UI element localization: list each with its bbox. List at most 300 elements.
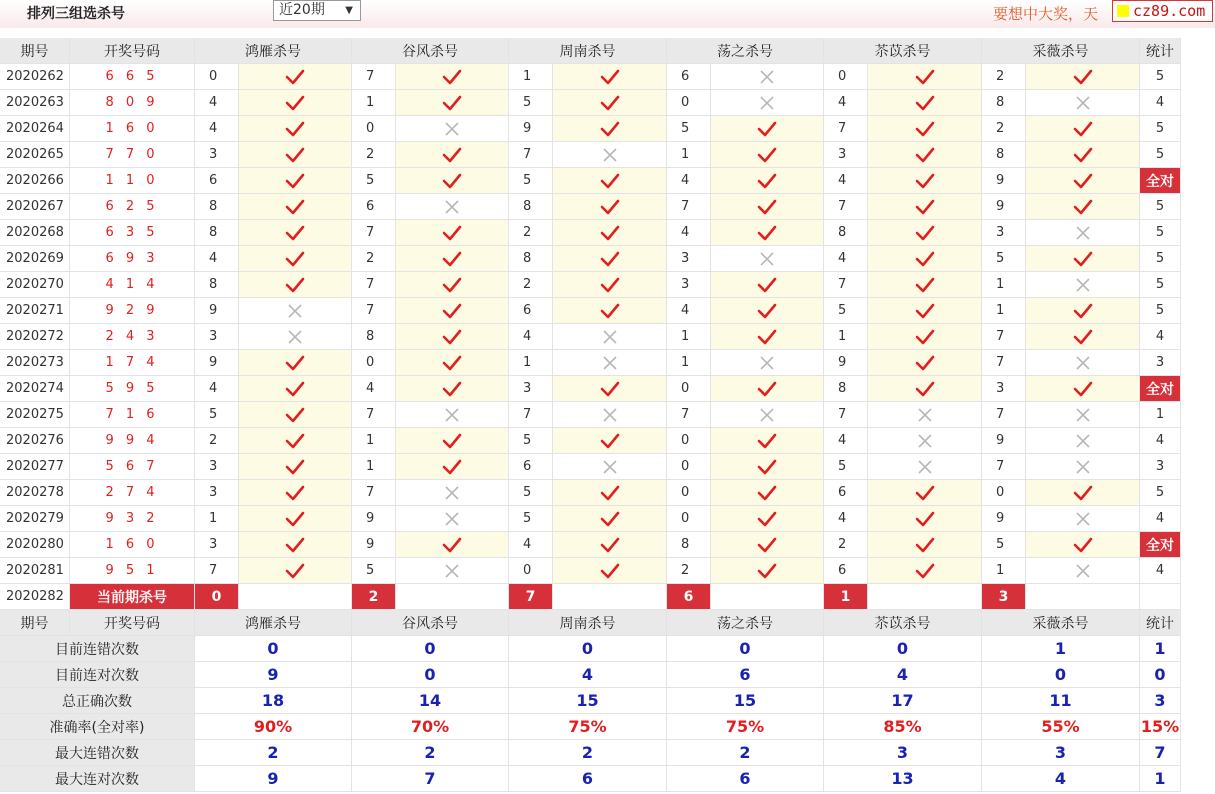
kill-number: 8 [667, 532, 711, 558]
result-wrong [1026, 90, 1140, 116]
kill-number: 6 [667, 64, 711, 90]
row-issue: 2020276 [0, 428, 70, 454]
kill-number: 0 [824, 64, 868, 90]
row-stat: 5 [1140, 194, 1181, 220]
logo-square-icon [1117, 5, 1129, 17]
result-correct [711, 272, 824, 298]
kill-number: 8 [982, 90, 1026, 116]
check-icon [600, 537, 620, 553]
result-correct [553, 428, 667, 454]
row-issue: 2020270 [0, 272, 70, 298]
kill-number: 7 [982, 454, 1026, 480]
header-issue: 期号 [0, 38, 70, 64]
current-kill-blank [868, 584, 982, 610]
kill-number: 5 [195, 402, 239, 428]
header-issue: 期号 [0, 610, 70, 636]
row-stat: 4 [1140, 90, 1181, 116]
check-icon [1073, 147, 1093, 163]
header-stat: 统计 [1140, 610, 1181, 636]
kill-number: 4 [509, 324, 553, 350]
result-correct [868, 532, 982, 558]
result-wrong [1026, 558, 1140, 584]
header-expert: 采薇杀号 [982, 38, 1140, 64]
header-expert: 谷风杀号 [352, 610, 509, 636]
header-draw: 开奖号码 [70, 38, 195, 64]
check-icon [1073, 251, 1093, 267]
result-correct [711, 506, 824, 532]
kill-number: 2 [667, 558, 711, 584]
check-icon [757, 563, 777, 579]
kill-number: 7 [667, 402, 711, 428]
cross-icon [1076, 564, 1090, 578]
row-draw-numbers: 2 4 3 [70, 324, 195, 350]
row-stat: 4 [1140, 324, 1181, 350]
check-icon [442, 69, 462, 85]
result-correct [711, 376, 824, 402]
check-icon [285, 225, 305, 241]
row-draw-numbers: 7 1 6 [70, 402, 195, 428]
row-draw-numbers: 9 9 4 [70, 428, 195, 454]
kill-number: 1 [667, 142, 711, 168]
check-icon [915, 511, 935, 527]
stat-all-correct-badge: 全对 [1140, 532, 1181, 558]
kill-number: 7 [352, 298, 396, 324]
check-icon [285, 511, 305, 527]
kill-number: 1 [352, 90, 396, 116]
result-correct [396, 272, 509, 298]
header-stat: 统计 [1140, 38, 1181, 64]
stat-value: 3 [1140, 688, 1181, 714]
period-select[interactable] [273, 0, 361, 21]
logo-text: cz89.com [1133, 2, 1206, 20]
stat-value: 2 [509, 740, 667, 766]
header-draw: 开奖号码 [70, 610, 195, 636]
check-icon [285, 251, 305, 267]
result-correct [396, 246, 509, 272]
kill-number: 8 [352, 324, 396, 350]
kill-number: 4 [667, 298, 711, 324]
result-wrong [396, 480, 509, 506]
check-icon [285, 69, 305, 85]
kill-number: 1 [982, 298, 1026, 324]
stat-value: 0 [195, 636, 352, 662]
kill-number: 1 [667, 350, 711, 376]
kill-number: 0 [667, 90, 711, 116]
kill-number: 2 [352, 246, 396, 272]
kill-number: 5 [667, 116, 711, 142]
row-draw-numbers: 8 0 9 [70, 90, 195, 116]
current-kill-blank [1026, 584, 1140, 610]
row-issue: 2020265 [0, 142, 70, 168]
page-title: 排列三组选杀号 [27, 6, 125, 22]
row-stat: 3 [1140, 350, 1181, 376]
kill-number: 5 [824, 454, 868, 480]
row-draw-numbers: 1 1 0 [70, 168, 195, 194]
result-correct [1026, 298, 1140, 324]
row-stat: 5 [1140, 116, 1181, 142]
row-issue: 2020273 [0, 350, 70, 376]
kill-number: 4 [824, 168, 868, 194]
header-expert: 苶苡杀号 [824, 38, 982, 64]
stat-value: 0 [667, 636, 824, 662]
cross-icon [445, 512, 459, 526]
kill-number: 5 [352, 168, 396, 194]
kill-number: 7 [352, 220, 396, 246]
kill-number: 5 [509, 480, 553, 506]
kill-number: 3 [195, 454, 239, 480]
result-correct [868, 376, 982, 402]
kill-number: 7 [667, 194, 711, 220]
top-bar [0, 0, 1215, 28]
result-wrong [711, 402, 824, 428]
kill-number: 6 [509, 454, 553, 480]
check-icon [442, 355, 462, 371]
cross-icon [603, 330, 617, 344]
result-wrong [1026, 454, 1140, 480]
row-draw-numbers: 6 9 3 [70, 246, 195, 272]
kill-number: 9 [824, 350, 868, 376]
kill-number: 8 [195, 220, 239, 246]
kill-number: 9 [982, 506, 1026, 532]
kill-number: 3 [195, 142, 239, 168]
kill-number: 1 [982, 558, 1026, 584]
result-wrong [396, 116, 509, 142]
current-kill-number: 7 [509, 584, 553, 610]
result-correct [1026, 376, 1140, 402]
stat-all-correct-badge: 全对 [1140, 168, 1181, 194]
kill-number: 6 [824, 558, 868, 584]
result-correct [711, 298, 824, 324]
result-correct [239, 116, 352, 142]
cross-icon [1076, 434, 1090, 448]
check-icon [1073, 485, 1093, 501]
row-stat: 5 [1140, 272, 1181, 298]
result-wrong [711, 64, 824, 90]
kill-number: 3 [195, 480, 239, 506]
check-icon [442, 173, 462, 189]
stat-label: 目前连对次数 [0, 662, 195, 688]
check-icon [285, 121, 305, 137]
cross-icon [760, 70, 774, 84]
kill-number: 2 [509, 220, 553, 246]
check-icon [915, 303, 935, 319]
stat-value: 0 [824, 636, 982, 662]
row-stat: 4 [1140, 428, 1181, 454]
check-icon [915, 69, 935, 85]
kill-number: 8 [824, 220, 868, 246]
kill-number: 9 [195, 298, 239, 324]
kill-number: 7 [982, 350, 1026, 376]
stat-label: 总正确次数 [0, 688, 195, 714]
current-kill-number: 0 [195, 584, 239, 610]
result-wrong [553, 402, 667, 428]
result-correct [868, 168, 982, 194]
result-wrong [396, 506, 509, 532]
result-wrong [553, 324, 667, 350]
check-icon [600, 563, 620, 579]
stat-value: 0 [352, 662, 509, 688]
kill-number: 5 [509, 506, 553, 532]
check-icon [442, 303, 462, 319]
stat-value: 1 [1140, 766, 1181, 792]
cross-icon [918, 460, 932, 474]
row-draw-numbers: 6 3 5 [70, 220, 195, 246]
result-correct [711, 116, 824, 142]
stat-value: 15% [1140, 714, 1181, 740]
kill-number: 9 [982, 428, 1026, 454]
kill-number: 6 [352, 194, 396, 220]
result-correct [239, 480, 352, 506]
result-correct [868, 480, 982, 506]
kill-number: 5 [509, 428, 553, 454]
result-correct [239, 454, 352, 480]
stat-value: 75% [509, 714, 667, 740]
result-wrong [396, 558, 509, 584]
kill-number: 0 [667, 376, 711, 402]
kill-number: 3 [667, 272, 711, 298]
header-expert: 采薇杀号 [982, 610, 1140, 636]
kill-number: 7 [982, 324, 1026, 350]
kill-number: 7 [982, 402, 1026, 428]
kill-number: 7 [824, 194, 868, 220]
row-issue: 2020267 [0, 194, 70, 220]
kill-number: 4 [824, 506, 868, 532]
row-issue: 2020280 [0, 532, 70, 558]
cross-icon [918, 434, 932, 448]
result-correct [711, 220, 824, 246]
result-correct [553, 480, 667, 506]
kill-number: 7 [509, 142, 553, 168]
result-correct [396, 142, 509, 168]
kill-number: 5 [824, 298, 868, 324]
stat-value: 1 [1140, 636, 1181, 662]
check-icon [1073, 537, 1093, 553]
kill-number: 7 [824, 402, 868, 428]
check-icon [1073, 69, 1093, 85]
cross-icon [445, 122, 459, 136]
stat-value: 14 [352, 688, 509, 714]
row-issue: 2020263 [0, 90, 70, 116]
kill-number: 4 [824, 90, 868, 116]
kill-number: 2 [982, 64, 1026, 90]
check-icon [600, 69, 620, 85]
result-wrong [239, 324, 352, 350]
result-correct [396, 298, 509, 324]
result-correct [396, 168, 509, 194]
kill-number: 8 [195, 272, 239, 298]
cross-icon [445, 200, 459, 214]
kill-number: 1 [195, 506, 239, 532]
period-select-value: 近20期 [279, 2, 325, 18]
kill-number: 8 [824, 376, 868, 402]
row-issue: 2020281 [0, 558, 70, 584]
stat-value: 3 [982, 740, 1140, 766]
kill-number: 3 [824, 142, 868, 168]
header-expert: 鸿雁杀号 [195, 610, 352, 636]
check-icon [600, 433, 620, 449]
check-icon [600, 121, 620, 137]
kill-number: 4 [195, 246, 239, 272]
kill-number: 6 [824, 480, 868, 506]
row-issue: 2020279 [0, 506, 70, 532]
result-wrong [1026, 272, 1140, 298]
result-wrong [396, 402, 509, 428]
result-correct [711, 454, 824, 480]
check-icon [600, 511, 620, 527]
row-issue: 2020269 [0, 246, 70, 272]
result-correct [868, 220, 982, 246]
check-icon [442, 537, 462, 553]
result-correct [711, 194, 824, 220]
result-correct [553, 246, 667, 272]
kill-number: 4 [195, 116, 239, 142]
result-correct [239, 194, 352, 220]
check-icon [1073, 173, 1093, 189]
current-kill-label: 当前期杀号 [70, 584, 195, 610]
current-issue: 2020282 [0, 584, 70, 610]
row-draw-numbers: 1 6 0 [70, 532, 195, 558]
check-icon [757, 511, 777, 527]
kill-number: 7 [509, 402, 553, 428]
result-correct [711, 532, 824, 558]
result-correct [396, 350, 509, 376]
check-icon [600, 277, 620, 293]
result-correct [711, 428, 824, 454]
kill-number: 1 [982, 272, 1026, 298]
stat-value: 15 [509, 688, 667, 714]
check-icon [442, 225, 462, 241]
kill-number: 3 [982, 220, 1026, 246]
row-draw-numbers: 4 1 4 [70, 272, 195, 298]
kill-number: 7 [824, 116, 868, 142]
stat-value: 18 [195, 688, 352, 714]
result-correct [868, 350, 982, 376]
result-correct [1026, 194, 1140, 220]
stat-value: 6 [509, 766, 667, 792]
row-draw-numbers: 9 3 2 [70, 506, 195, 532]
kill-number: 3 [982, 376, 1026, 402]
row-issue: 2020274 [0, 376, 70, 402]
row-stat: 5 [1140, 142, 1181, 168]
kill-number: 0 [195, 64, 239, 90]
kill-number: 6 [195, 168, 239, 194]
result-correct [868, 64, 982, 90]
kill-number: 9 [509, 116, 553, 142]
result-wrong [711, 246, 824, 272]
check-icon [1073, 303, 1093, 319]
result-correct [868, 246, 982, 272]
result-correct [711, 142, 824, 168]
current-kill-number: 1 [824, 584, 868, 610]
result-correct [1026, 116, 1140, 142]
row-issue: 2020266 [0, 168, 70, 194]
result-wrong [1026, 428, 1140, 454]
result-correct [868, 142, 982, 168]
result-correct [239, 376, 352, 402]
check-icon [757, 173, 777, 189]
stat-value: 85% [824, 714, 982, 740]
check-icon [285, 95, 305, 111]
result-correct [553, 64, 667, 90]
site-logo[interactable] [1112, 0, 1213, 22]
stat-value: 3 [824, 740, 982, 766]
result-wrong [711, 90, 824, 116]
check-icon [285, 485, 305, 501]
kill-number: 1 [824, 324, 868, 350]
kill-number: 7 [352, 272, 396, 298]
result-correct [1026, 246, 1140, 272]
check-icon [915, 225, 935, 241]
result-correct [396, 324, 509, 350]
row-draw-numbers: 2 7 4 [70, 480, 195, 506]
check-icon [915, 199, 935, 215]
result-correct [1026, 142, 1140, 168]
result-correct [868, 116, 982, 142]
row-stat: 5 [1140, 246, 1181, 272]
check-icon [600, 251, 620, 267]
kill-number: 0 [667, 428, 711, 454]
result-correct [396, 220, 509, 246]
cross-icon [603, 408, 617, 422]
result-correct [553, 532, 667, 558]
stat-value: 15 [667, 688, 824, 714]
check-icon [915, 329, 935, 345]
stat-value: 6 [667, 766, 824, 792]
stat-value: 9 [195, 662, 352, 688]
result-correct [239, 532, 352, 558]
dropdown-arrow-icon: ▼ [345, 5, 353, 16]
current-kill-blank [711, 584, 824, 610]
cross-icon [1076, 278, 1090, 292]
stat-value: 2 [667, 740, 824, 766]
result-correct [553, 272, 667, 298]
cross-icon [288, 330, 302, 344]
check-icon [757, 303, 777, 319]
current-kill-number: 6 [667, 584, 711, 610]
check-icon [757, 329, 777, 345]
check-icon [757, 199, 777, 215]
result-correct [239, 90, 352, 116]
row-stat: 3 [1140, 454, 1181, 480]
kill-number: 5 [982, 532, 1026, 558]
promo-text[interactable]: 要想中大奖，天 [993, 5, 1099, 23]
result-correct [1026, 168, 1140, 194]
stat-value: 17 [824, 688, 982, 714]
stat-value: 4 [982, 766, 1140, 792]
check-icon [757, 485, 777, 501]
result-correct [711, 168, 824, 194]
check-icon [442, 433, 462, 449]
row-draw-numbers: 5 6 7 [70, 454, 195, 480]
kill-number: 1 [509, 350, 553, 376]
result-correct [553, 220, 667, 246]
result-wrong [1026, 402, 1140, 428]
result-correct [1026, 324, 1140, 350]
kill-number: 3 [667, 246, 711, 272]
cross-icon [1076, 460, 1090, 474]
kill-number: 9 [352, 506, 396, 532]
kill-number: 7 [824, 272, 868, 298]
stat-value: 55% [982, 714, 1140, 740]
check-icon [600, 173, 620, 189]
kill-number: 0 [982, 480, 1026, 506]
kill-number: 9 [982, 168, 1026, 194]
result-correct [711, 480, 824, 506]
current-kill-blank [239, 584, 352, 610]
result-correct [396, 454, 509, 480]
kill-number: 2 [982, 116, 1026, 142]
row-issue: 2020277 [0, 454, 70, 480]
